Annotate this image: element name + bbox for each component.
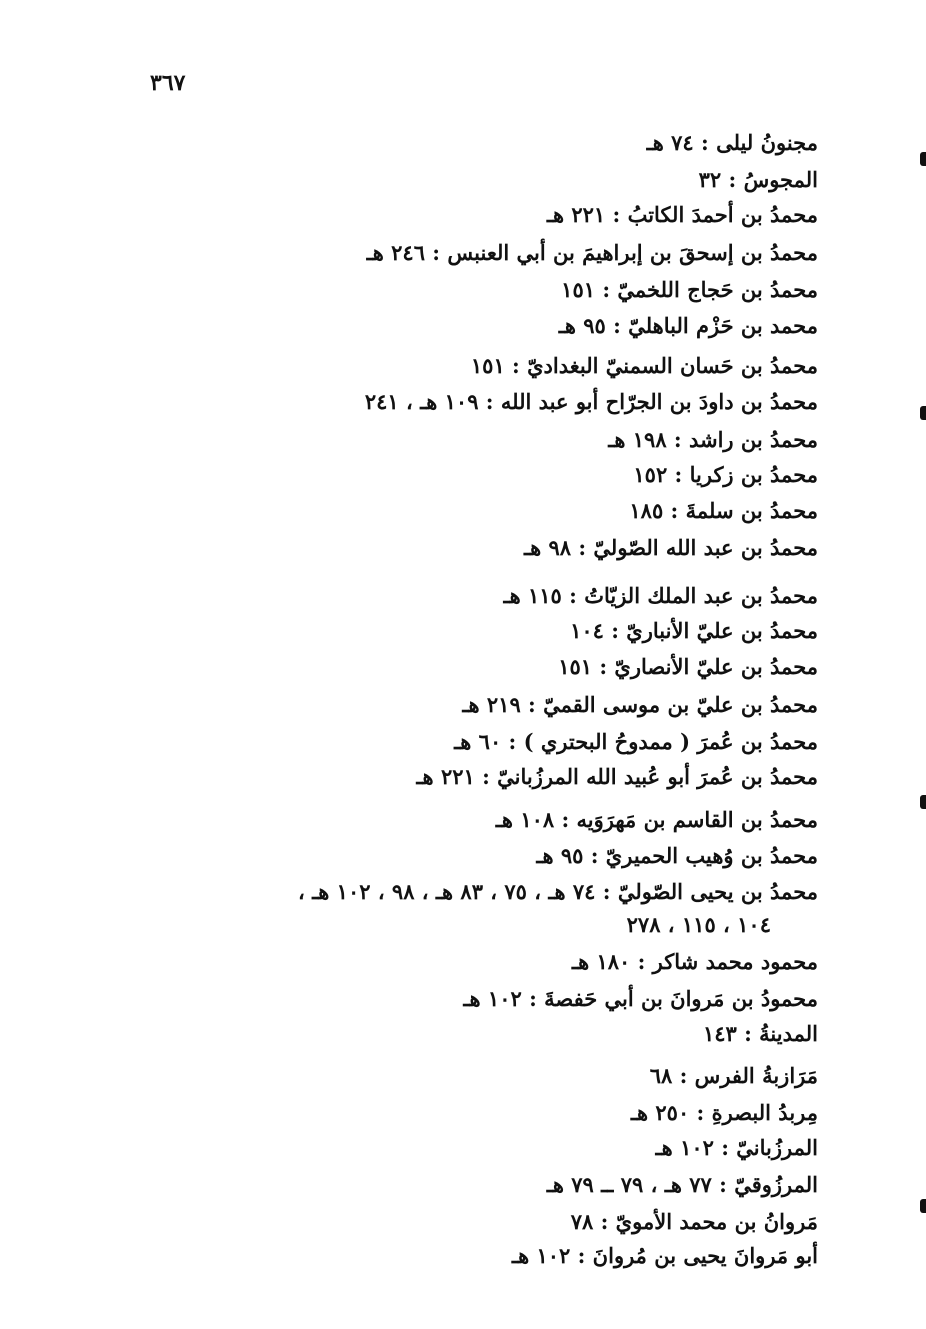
- index-entry: محمدُ بن عبد الله الصّوليّ : ٩٨ هـ: [523, 535, 818, 560]
- binding-hole-mark: [920, 1199, 926, 1213]
- index-entry: المرزُبانيّ : ١٠٢ هـ: [655, 1135, 818, 1160]
- binding-hole-mark: [920, 406, 926, 420]
- index-entry: محمدُ بن عليّ الأنباريّ : ١٠٤: [570, 618, 818, 643]
- index-entry: محمودُ بن مَروانَ بن أبي حَفصةَ : ١٠٢ هـ: [463, 986, 818, 1011]
- index-entry: محمدُ بن عبد الملك الزيّاتُ : ١١٥ هـ: [503, 583, 818, 608]
- index-entry: محمدُ بن وُهيب الحميريّ : ٩٥ هـ: [536, 843, 818, 868]
- page-number: ٣٦٧: [150, 70, 186, 96]
- index-entry: محمدُ بن أحمدَ الكاتبُ : ٢٢١ هـ: [546, 202, 818, 227]
- index-entry: المجوسُ : ٣٢: [698, 167, 818, 192]
- index-entry: محمد بن حَزْم الباهليّ : ٩٥ هـ: [558, 313, 818, 338]
- index-entry: محمدُ بن يحيى الصّوليّ : ٧٤ هـ ، ٧٥ ، ٨٣ هـ ، ٩٨ ، ١٠٢ هـ ،: [298, 879, 818, 904]
- index-entry-continuation: ١٠٤ ، ١١٥ ، ٢٧٨: [626, 912, 771, 937]
- binding-hole-mark: [920, 795, 926, 809]
- index-entry: محمدُ بن عُمرَ أبو عُبيد الله المرزُبانيّ : ٢٢١ هـ: [416, 764, 818, 789]
- index-entry: محمدُ بن سلمةَ : ١٨٥: [629, 498, 818, 523]
- index-entry: مِربدُ البصرةِ : ٢٥٠ هـ: [630, 1100, 818, 1125]
- index-entry: محمدُ بن حَسان السمنيّ البغداديّ : ١٥١: [470, 353, 818, 378]
- index-entry: محمود محمد شاكر : ١٨٠ هـ: [571, 949, 818, 974]
- index-entry: محمدُ بن زكريا : ١٥٢: [633, 462, 818, 487]
- index-entry: محمدُ بن عُمرَ ( ممدوحُ البحتري ) : ٦٠ هـ: [454, 729, 818, 754]
- index-entry: المدينةُ : ١٤٣: [702, 1021, 818, 1046]
- index-entry: محمدُ بن راشد : ١٩٨ هـ: [608, 427, 818, 452]
- index-entry: محمدُ بن حَجاج اللخميّ : ١٥١: [561, 277, 818, 302]
- index-entry: أبو مَروانَ يحيى بن مُروانَ : ١٠٢ هـ: [511, 1243, 818, 1268]
- index-entry: مجنونُ ليلى : ٧٤ هـ: [646, 130, 818, 155]
- index-entry: محمدُ بن إسحقَ بن إبراهيمَ بن أبي العنبس : ٢٤٦ هـ: [366, 240, 818, 265]
- index-entry: محمدُ بن داودَ بن الجرّاح أبو عبد الله : ١٠٩ هـ ، ٢٤١: [364, 389, 818, 414]
- index-entry: محمدُ بن القاسم بن مَهرَوَيه : ١٠٨ هـ: [495, 807, 818, 832]
- index-entry: محمدُ بن عليّ بن موسى القميّ : ٢١٩ هـ: [462, 692, 818, 717]
- binding-hole-mark: [920, 152, 926, 166]
- index-entry: محمدُ بن عليّ الأنصاريّ : ١٥١: [558, 654, 818, 679]
- index-entry: مَروانُ بن محمد الأمويّ : ٧٨: [570, 1209, 818, 1234]
- index-entry: المرزُوقيّ : ٧٧ هـ ، ٧٩ ــ ٧٩ هـ: [546, 1172, 818, 1197]
- index-entry: مَرَازبةُ الفرس : ٦٨: [649, 1063, 818, 1088]
